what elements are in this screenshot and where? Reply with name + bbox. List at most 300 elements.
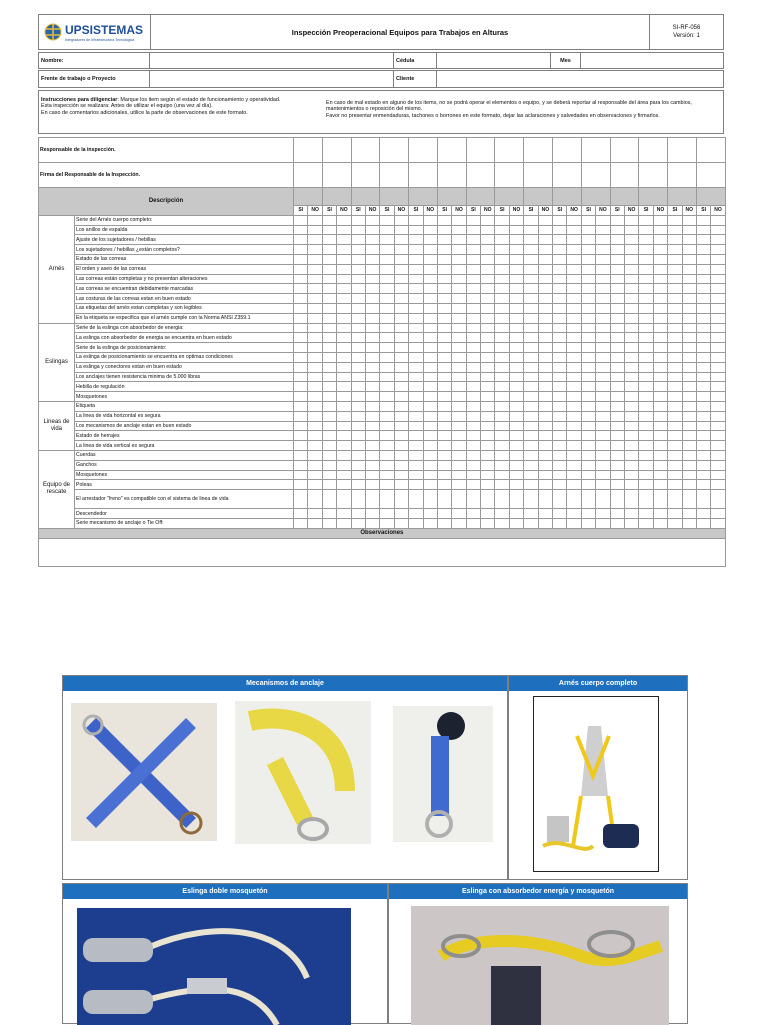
check-cell[interactable]: [596, 264, 610, 274]
check-cell[interactable]: [308, 343, 322, 353]
check-cell[interactable]: [553, 480, 567, 490]
check-cell[interactable]: [452, 411, 466, 421]
check-cell[interactable]: [380, 303, 394, 313]
check-cell[interactable]: [481, 284, 495, 294]
check-cell[interactable]: [624, 401, 638, 411]
check-cell[interactable]: [567, 254, 581, 264]
check-cell[interactable]: [711, 254, 725, 264]
check-cell[interactable]: [567, 225, 581, 235]
check-cell[interactable]: [294, 460, 308, 470]
check-cell[interactable]: [337, 264, 351, 274]
check-cell[interactable]: [466, 274, 480, 284]
check-cell[interactable]: [581, 411, 595, 421]
check-cell[interactable]: [596, 460, 610, 470]
check-cell[interactable]: [524, 450, 538, 460]
check-cell[interactable]: [610, 480, 624, 490]
check-cell[interactable]: [481, 441, 495, 451]
check-cell[interactable]: [624, 235, 638, 245]
check-cell[interactable]: [711, 352, 725, 362]
check-cell[interactable]: [682, 323, 696, 333]
check-cell[interactable]: [610, 470, 624, 480]
check-cell[interactable]: [524, 460, 538, 470]
check-cell[interactable]: [581, 490, 595, 509]
check-cell[interactable]: [639, 225, 653, 235]
check-cell[interactable]: [294, 254, 308, 264]
check-cell[interactable]: [639, 490, 653, 509]
check-cell[interactable]: [553, 431, 567, 441]
check-cell[interactable]: [394, 411, 408, 421]
check-cell[interactable]: [711, 245, 725, 255]
check-cell[interactable]: [567, 450, 581, 460]
check-cell[interactable]: [394, 490, 408, 509]
check-cell[interactable]: [351, 294, 365, 304]
check-cell[interactable]: [668, 460, 682, 470]
check-cell[interactable]: [639, 421, 653, 431]
check-cell[interactable]: [639, 450, 653, 460]
check-cell[interactable]: [322, 294, 336, 304]
firma-cell[interactable]: [524, 163, 553, 188]
check-cell[interactable]: [394, 294, 408, 304]
check-cell[interactable]: [481, 343, 495, 353]
check-cell[interactable]: [682, 303, 696, 313]
check-cell[interactable]: [653, 333, 667, 343]
check-cell[interactable]: [351, 411, 365, 421]
check-cell[interactable]: [610, 274, 624, 284]
check-cell[interactable]: [452, 382, 466, 392]
check-cell[interactable]: [322, 401, 336, 411]
check-cell[interactable]: [452, 333, 466, 343]
check-cell[interactable]: [553, 343, 567, 353]
check-cell[interactable]: [308, 470, 322, 480]
check-cell[interactable]: [481, 352, 495, 362]
check-cell[interactable]: [567, 460, 581, 470]
check-cell[interactable]: [437, 411, 451, 421]
check-cell[interactable]: [553, 392, 567, 402]
check-cell[interactable]: [322, 235, 336, 245]
check-cell[interactable]: [394, 303, 408, 313]
responsable-cell[interactable]: [696, 138, 725, 163]
check-cell[interactable]: [596, 225, 610, 235]
check-cell[interactable]: [653, 411, 667, 421]
check-cell[interactable]: [337, 372, 351, 382]
check-cell[interactable]: [711, 490, 725, 509]
check-cell[interactable]: [668, 313, 682, 323]
check-cell[interactable]: [308, 401, 322, 411]
check-cell[interactable]: [538, 480, 552, 490]
check-cell[interactable]: [639, 333, 653, 343]
check-cell[interactable]: [696, 401, 710, 411]
check-cell[interactable]: [668, 352, 682, 362]
check-cell[interactable]: [682, 518, 696, 528]
check-cell[interactable]: [553, 372, 567, 382]
check-cell[interactable]: [481, 245, 495, 255]
check-cell[interactable]: [351, 480, 365, 490]
check-cell[interactable]: [668, 372, 682, 382]
check-cell[interactable]: [380, 274, 394, 284]
check-cell[interactable]: [495, 215, 509, 225]
check-cell[interactable]: [668, 245, 682, 255]
check-cell[interactable]: [337, 313, 351, 323]
check-cell[interactable]: [639, 254, 653, 264]
check-cell[interactable]: [437, 372, 451, 382]
check-cell[interactable]: [294, 490, 308, 509]
check-cell[interactable]: [711, 382, 725, 392]
check-cell[interactable]: [380, 323, 394, 333]
check-cell[interactable]: [668, 362, 682, 372]
check-cell[interactable]: [682, 313, 696, 323]
check-cell[interactable]: [610, 450, 624, 460]
check-cell[interactable]: [596, 518, 610, 528]
check-cell[interactable]: [437, 421, 451, 431]
check-cell[interactable]: [409, 254, 423, 264]
check-cell[interactable]: [337, 392, 351, 402]
check-cell[interactable]: [452, 490, 466, 509]
check-cell[interactable]: [466, 362, 480, 372]
check-cell[interactable]: [351, 490, 365, 509]
check-cell[interactable]: [322, 382, 336, 392]
check-cell[interactable]: [668, 411, 682, 421]
check-cell[interactable]: [337, 294, 351, 304]
firma-cell[interactable]: [610, 163, 639, 188]
check-cell[interactable]: [351, 284, 365, 294]
check-cell[interactable]: [452, 274, 466, 284]
check-cell[interactable]: [567, 392, 581, 402]
check-cell[interactable]: [437, 343, 451, 353]
check-cell[interactable]: [610, 215, 624, 225]
check-cell[interactable]: [423, 294, 437, 304]
check-cell[interactable]: [553, 411, 567, 421]
check-cell[interactable]: [495, 303, 509, 313]
check-cell[interactable]: [682, 215, 696, 225]
check-cell[interactable]: [394, 460, 408, 470]
check-cell[interactable]: [409, 382, 423, 392]
check-cell[interactable]: [294, 294, 308, 304]
cedula-field[interactable]: [437, 53, 551, 68]
check-cell[interactable]: [452, 323, 466, 333]
check-cell[interactable]: [639, 264, 653, 274]
check-cell[interactable]: [610, 362, 624, 372]
check-cell[interactable]: [380, 294, 394, 304]
check-cell[interactable]: [308, 323, 322, 333]
check-cell[interactable]: [365, 284, 379, 294]
check-cell[interactable]: [553, 352, 567, 362]
check-cell[interactable]: [294, 343, 308, 353]
check-cell[interactable]: [365, 431, 379, 441]
check-cell[interactable]: [567, 323, 581, 333]
check-cell[interactable]: [624, 294, 638, 304]
check-cell[interactable]: [466, 245, 480, 255]
check-cell[interactable]: [365, 235, 379, 245]
check-cell[interactable]: [624, 215, 638, 225]
check-cell[interactable]: [365, 470, 379, 480]
check-cell[interactable]: [682, 372, 696, 382]
check-cell[interactable]: [394, 264, 408, 274]
check-cell[interactable]: [409, 352, 423, 362]
check-cell[interactable]: [423, 362, 437, 372]
check-cell[interactable]: [351, 518, 365, 528]
check-cell[interactable]: [581, 431, 595, 441]
check-cell[interactable]: [365, 215, 379, 225]
check-cell[interactable]: [538, 509, 552, 519]
check-cell[interactable]: [481, 303, 495, 313]
check-cell[interactable]: [337, 401, 351, 411]
responsable-cell[interactable]: [322, 138, 351, 163]
check-cell[interactable]: [394, 450, 408, 460]
check-cell[interactable]: [581, 303, 595, 313]
check-cell[interactable]: [409, 392, 423, 402]
check-cell[interactable]: [481, 509, 495, 519]
check-cell[interactable]: [682, 441, 696, 451]
check-cell[interactable]: [466, 450, 480, 460]
check-cell[interactable]: [653, 254, 667, 264]
check-cell[interactable]: [596, 450, 610, 460]
check-cell[interactable]: [624, 323, 638, 333]
check-cell[interactable]: [509, 352, 523, 362]
check-cell[interactable]: [581, 225, 595, 235]
check-cell[interactable]: [322, 450, 336, 460]
check-cell[interactable]: [308, 225, 322, 235]
check-cell[interactable]: [653, 460, 667, 470]
check-cell[interactable]: [696, 245, 710, 255]
responsable-cell[interactable]: [581, 138, 610, 163]
check-cell[interactable]: [524, 480, 538, 490]
check-cell[interactable]: [423, 411, 437, 421]
check-cell[interactable]: [294, 284, 308, 294]
check-cell[interactable]: [322, 343, 336, 353]
check-cell[interactable]: [624, 254, 638, 264]
check-cell[interactable]: [351, 303, 365, 313]
check-cell[interactable]: [294, 401, 308, 411]
check-cell[interactable]: [423, 245, 437, 255]
check-cell[interactable]: [351, 382, 365, 392]
check-cell[interactable]: [696, 490, 710, 509]
check-cell[interactable]: [524, 245, 538, 255]
check-cell[interactable]: [639, 372, 653, 382]
check-cell[interactable]: [294, 372, 308, 382]
responsable-cell[interactable]: [351, 138, 380, 163]
check-cell[interactable]: [567, 382, 581, 392]
check-cell[interactable]: [538, 245, 552, 255]
check-cell[interactable]: [380, 421, 394, 431]
check-cell[interactable]: [322, 274, 336, 284]
check-cell[interactable]: [351, 441, 365, 451]
check-cell[interactable]: [423, 352, 437, 362]
check-cell[interactable]: [380, 372, 394, 382]
check-cell[interactable]: [682, 254, 696, 264]
check-cell[interactable]: [365, 245, 379, 255]
check-cell[interactable]: [711, 235, 725, 245]
check-cell[interactable]: [495, 294, 509, 304]
check-cell[interactable]: [653, 303, 667, 313]
check-cell[interactable]: [553, 284, 567, 294]
check-cell[interactable]: [596, 352, 610, 362]
check-cell[interactable]: [394, 362, 408, 372]
check-cell[interactable]: [509, 254, 523, 264]
check-cell[interactable]: [294, 509, 308, 519]
check-cell[interactable]: [322, 392, 336, 402]
check-cell[interactable]: [711, 470, 725, 480]
check-cell[interactable]: [308, 392, 322, 402]
check-cell[interactable]: [337, 421, 351, 431]
check-cell[interactable]: [423, 509, 437, 519]
check-cell[interactable]: [524, 254, 538, 264]
check-cell[interactable]: [639, 441, 653, 451]
check-cell[interactable]: [351, 362, 365, 372]
firma-cell[interactable]: [380, 163, 409, 188]
check-cell[interactable]: [639, 431, 653, 441]
check-cell[interactable]: [711, 411, 725, 421]
check-cell[interactable]: [495, 411, 509, 421]
check-cell[interactable]: [294, 480, 308, 490]
check-cell[interactable]: [394, 225, 408, 235]
check-cell[interactable]: [668, 333, 682, 343]
check-cell[interactable]: [696, 460, 710, 470]
check-cell[interactable]: [337, 411, 351, 421]
check-cell[interactable]: [437, 274, 451, 284]
check-cell[interactable]: [423, 274, 437, 284]
check-cell[interactable]: [610, 323, 624, 333]
check-cell[interactable]: [553, 518, 567, 528]
check-cell[interactable]: [409, 303, 423, 313]
check-cell[interactable]: [423, 431, 437, 441]
check-cell[interactable]: [409, 421, 423, 431]
check-cell[interactable]: [567, 235, 581, 245]
check-cell[interactable]: [380, 215, 394, 225]
check-cell[interactable]: [596, 470, 610, 480]
check-cell[interactable]: [308, 294, 322, 304]
check-cell[interactable]: [322, 284, 336, 294]
check-cell[interactable]: [639, 274, 653, 284]
check-cell[interactable]: [437, 392, 451, 402]
check-cell[interactable]: [437, 352, 451, 362]
check-cell[interactable]: [409, 362, 423, 372]
check-cell[interactable]: [409, 264, 423, 274]
check-cell[interactable]: [394, 509, 408, 519]
check-cell[interactable]: [711, 401, 725, 411]
check-cell[interactable]: [567, 372, 581, 382]
check-cell[interactable]: [610, 245, 624, 255]
check-cell[interactable]: [524, 313, 538, 323]
check-cell[interactable]: [380, 225, 394, 235]
check-cell[interactable]: [495, 401, 509, 411]
responsable-cell[interactable]: [524, 138, 553, 163]
check-cell[interactable]: [553, 274, 567, 284]
check-cell[interactable]: [294, 215, 308, 225]
check-cell[interactable]: [567, 303, 581, 313]
check-cell[interactable]: [668, 343, 682, 353]
check-cell[interactable]: [365, 303, 379, 313]
check-cell[interactable]: [409, 480, 423, 490]
check-cell[interactable]: [337, 441, 351, 451]
check-cell[interactable]: [538, 264, 552, 274]
check-cell[interactable]: [696, 264, 710, 274]
check-cell[interactable]: [423, 372, 437, 382]
check-cell[interactable]: [639, 470, 653, 480]
check-cell[interactable]: [682, 362, 696, 372]
check-cell[interactable]: [481, 274, 495, 284]
check-cell[interactable]: [452, 343, 466, 353]
check-cell[interactable]: [394, 382, 408, 392]
check-cell[interactable]: [711, 372, 725, 382]
responsable-cell[interactable]: [380, 138, 409, 163]
firma-cell[interactable]: [322, 163, 351, 188]
check-cell[interactable]: [610, 392, 624, 402]
check-cell[interactable]: [624, 343, 638, 353]
check-cell[interactable]: [668, 431, 682, 441]
check-cell[interactable]: [466, 509, 480, 519]
check-cell[interactable]: [653, 274, 667, 284]
check-cell[interactable]: [351, 235, 365, 245]
check-cell[interactable]: [624, 313, 638, 323]
check-cell[interactable]: [624, 382, 638, 392]
check-cell[interactable]: [610, 352, 624, 362]
firma-cell[interactable]: [639, 163, 668, 188]
check-cell[interactable]: [509, 382, 523, 392]
check-cell[interactable]: [553, 382, 567, 392]
check-cell[interactable]: [495, 323, 509, 333]
check-cell[interactable]: [538, 450, 552, 460]
check-cell[interactable]: [322, 411, 336, 421]
check-cell[interactable]: [653, 284, 667, 294]
check-cell[interactable]: [452, 225, 466, 235]
check-cell[interactable]: [653, 235, 667, 245]
check-cell[interactable]: [437, 490, 451, 509]
check-cell[interactable]: [394, 333, 408, 343]
check-cell[interactable]: [409, 490, 423, 509]
check-cell[interactable]: [452, 421, 466, 431]
check-cell[interactable]: [437, 245, 451, 255]
check-cell[interactable]: [394, 235, 408, 245]
check-cell[interactable]: [682, 411, 696, 421]
check-cell[interactable]: [481, 294, 495, 304]
check-cell[interactable]: [567, 343, 581, 353]
check-cell[interactable]: [538, 284, 552, 294]
check-cell[interactable]: [639, 401, 653, 411]
check-cell[interactable]: [380, 382, 394, 392]
check-cell[interactable]: [437, 303, 451, 313]
check-cell[interactable]: [423, 225, 437, 235]
check-cell[interactable]: [380, 284, 394, 294]
check-cell[interactable]: [524, 372, 538, 382]
check-cell[interactable]: [509, 294, 523, 304]
check-cell[interactable]: [495, 450, 509, 460]
check-cell[interactable]: [466, 254, 480, 264]
check-cell[interactable]: [524, 509, 538, 519]
check-cell[interactable]: [365, 323, 379, 333]
check-cell[interactable]: [711, 313, 725, 323]
check-cell[interactable]: [610, 421, 624, 431]
check-cell[interactable]: [409, 441, 423, 451]
check-cell[interactable]: [380, 509, 394, 519]
check-cell[interactable]: [596, 274, 610, 284]
check-cell[interactable]: [394, 313, 408, 323]
check-cell[interactable]: [322, 303, 336, 313]
firma-cell[interactable]: [495, 163, 524, 188]
check-cell[interactable]: [394, 254, 408, 264]
check-cell[interactable]: [553, 264, 567, 274]
check-cell[interactable]: [322, 254, 336, 264]
check-cell[interactable]: [509, 323, 523, 333]
check-cell[interactable]: [567, 421, 581, 431]
check-cell[interactable]: [639, 480, 653, 490]
check-cell[interactable]: [437, 225, 451, 235]
check-cell[interactable]: [682, 480, 696, 490]
check-cell[interactable]: [380, 245, 394, 255]
check-cell[interactable]: [538, 372, 552, 382]
check-cell[interactable]: [639, 294, 653, 304]
check-cell[interactable]: [610, 264, 624, 274]
check-cell[interactable]: [380, 411, 394, 421]
